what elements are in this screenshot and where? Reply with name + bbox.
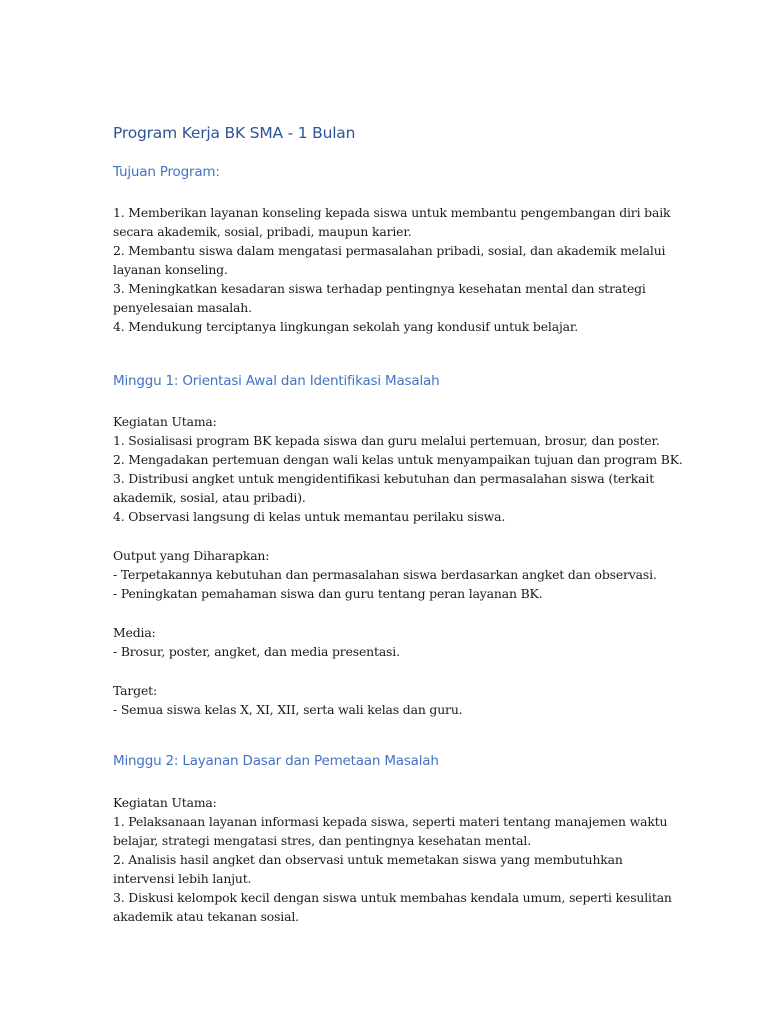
kegiatan-label: Kegiatan Utama:	[113, 795, 217, 810]
output-line: - Terpetakannya kebutuhan dan permasalahan siswa berdasarkan angket dan observasi.	[113, 567, 657, 582]
minggu1-output	[113, 546, 673, 603]
kegiatan-line: 2. Analisis hasil angket dan observasi untuk memetakan siswa yang membutuhkan	[113, 852, 623, 867]
tujuan-line: 2. Membantu siswa dalam mengatasi permasalahan pribadi, sosial, dan akademik melalui	[113, 243, 666, 258]
kegiatan-line: akademik atau tekanan sosial.	[113, 909, 299, 924]
tujuan-line: layanan konseling.	[113, 262, 228, 277]
kegiatan-line: 3. Distribusi angket untuk mengidentifikasi kebutuhan dan permasalahan siswa (terkait	[113, 471, 655, 486]
kegiatan-line: 3. Diskusi kelompok kecil dengan siswa untuk membahas kendala umum, seperti kesulitan	[113, 890, 672, 905]
tujuan-line: secara akademik, sosial, pribadi, maupun karier.	[113, 224, 412, 239]
target-label: Target:	[113, 683, 157, 698]
kegiatan-line: 1. Sosialisasi program BK kepada siswa dan guru melalui pertemuan, brosur, dan poster.	[113, 433, 660, 448]
media-line: - Brosur, poster, angket, dan media presentasi.	[113, 644, 400, 659]
minggu2-heading: Minggu 2: Layanan Dasar dan Pemetaan Masalah	[113, 753, 439, 769]
tujuan-line: 3. Meningkatkan kesadaran siswa terhadap pentingnya kesehatan mental dan strategi	[113, 281, 646, 296]
minggu1-target	[113, 681, 673, 719]
kegiatan-line: 4. Observasi langsung di kelas untuk memantau perilaku siswa.	[113, 509, 506, 524]
media-label: Media:	[113, 625, 156, 640]
kegiatan-label: Kegiatan Utama:	[113, 414, 217, 429]
kegiatan-line: belajar, strategi mengatasi stres, dan pentingnya kesehatan mental.	[113, 833, 532, 848]
tujuan-line: 4. Mendukung terciptanya lingkungan sekolah yang kondusif untuk belajar.	[113, 319, 579, 334]
tujuan-line: penyelesaian masalah.	[113, 300, 252, 315]
tujuan-heading: Tujuan Program:	[113, 164, 220, 180]
output-label: Output yang Diharapkan:	[113, 548, 270, 563]
minggu2-kegiatan	[113, 793, 673, 926]
kegiatan-line: akademik, sosial, atau pribadi).	[113, 490, 306, 505]
target-line: - Semua siswa kelas X, XI, XII, serta wali kelas dan guru.	[113, 702, 463, 717]
minggu1-media	[113, 623, 673, 661]
minggu1-heading: Minggu 1: Orientasi Awal dan Identifikasi Masalah	[113, 373, 440, 389]
kegiatan-line: 2. Mengadakan pertemuan dengan wali kelas untuk menyampaikan tujuan dan program BK.	[113, 452, 683, 467]
kegiatan-line: 1. Pelaksanaan layanan informasi kepada siswa, seperti materi tentang manajemen waktu	[113, 814, 668, 829]
tujuan-list	[113, 203, 673, 336]
document-title: Program Kerja BK SMA - 1 Bulan	[113, 124, 356, 142]
kegiatan-line: intervensi lebih lanjut.	[113, 871, 252, 886]
minggu1-kegiatan	[113, 412, 683, 526]
tujuan-line: 1. Memberikan layanan konseling kepada siswa untuk membantu pengembangan diri baik	[113, 205, 671, 220]
output-line: - Peningkatan pemahaman siswa dan guru tentang peran layanan BK.	[113, 586, 543, 601]
